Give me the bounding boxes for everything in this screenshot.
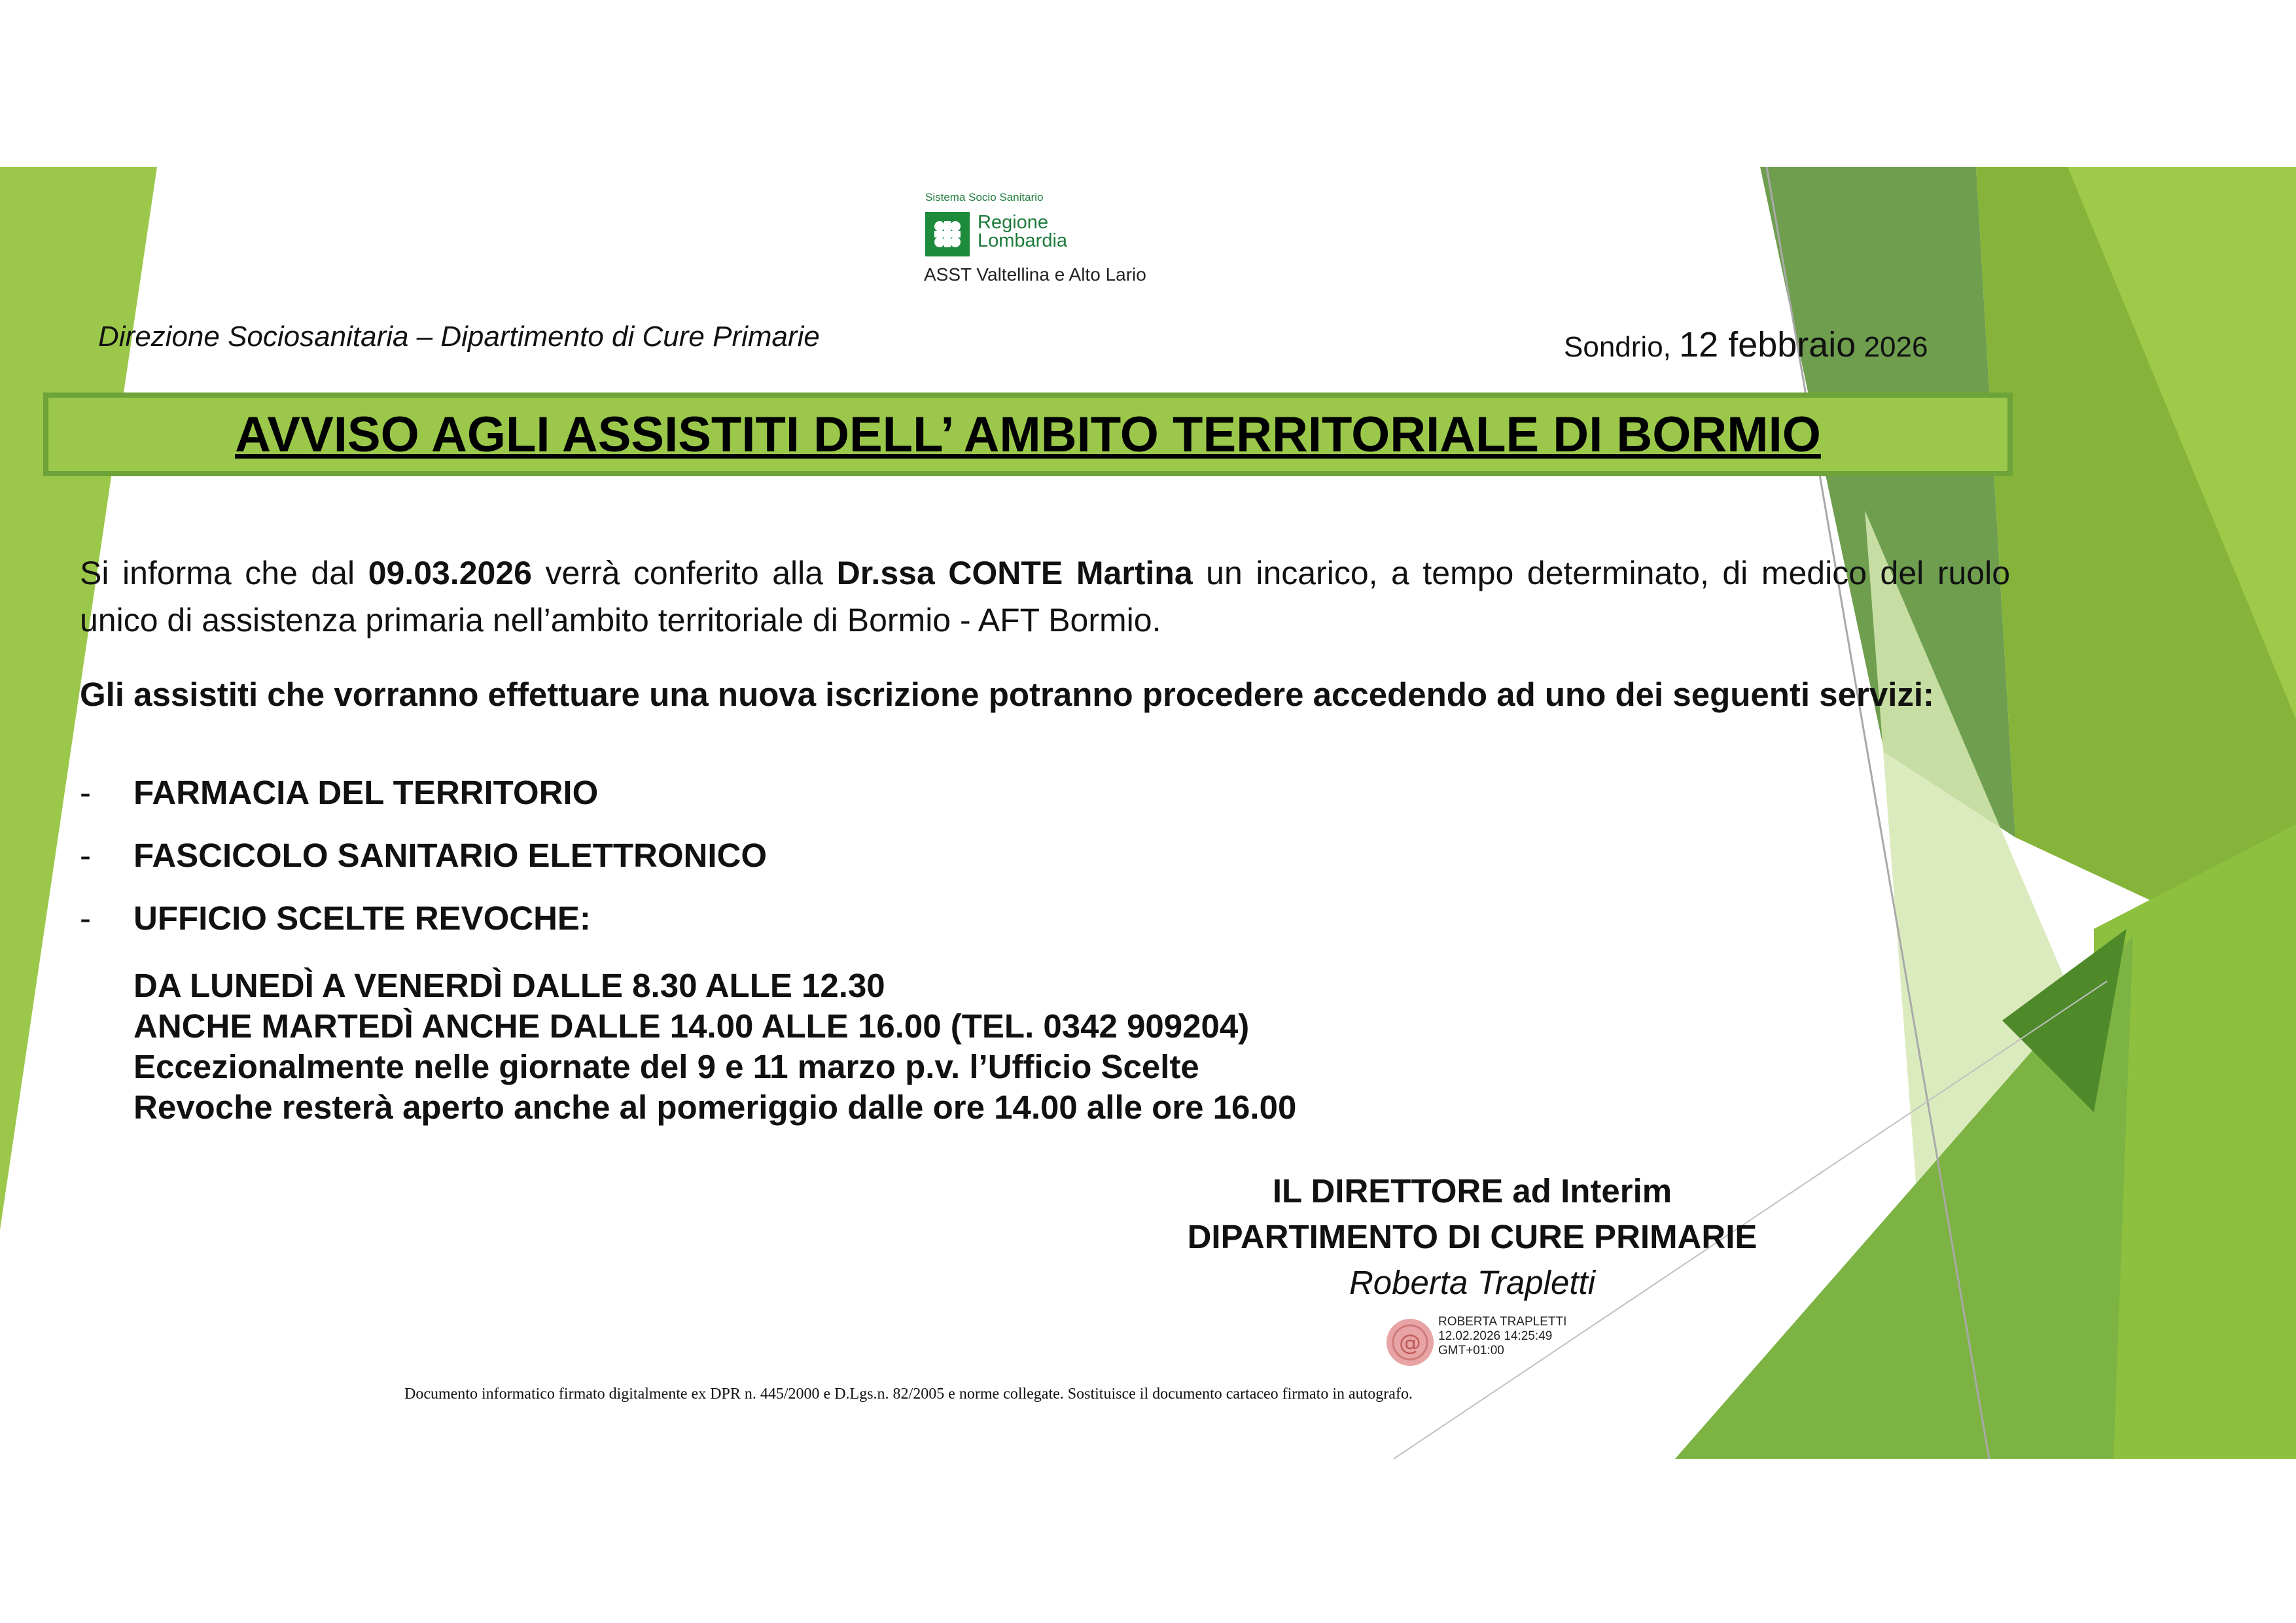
office-hours	[133, 966, 1296, 1128]
legal-footer: Documento informatico firmato digitalmente ex DPR n. 445/2000 e D.Lgs.n. 82/2005 e norme collegate. Sostituisce il documento cartaceo firmato in autografo.	[404, 1386, 1413, 1403]
logo-tagline: Sistema Socio Sanitario	[925, 191, 1044, 203]
logo-region-name: Regione Lombardia	[978, 212, 1068, 251]
logo-asst: ASST Valtellina e Alto Lario	[924, 264, 1146, 285]
document-date: Sondrio, 12 febbraio 2026	[1564, 325, 1928, 364]
page-title: AVVISO AGLI ASSISTITI DELL’ AMBITO TERRITORIALE DI BORMIO	[235, 406, 1821, 462]
department-header: Direzione Sociosanitaria – Dipartimento di Cure Primarie	[98, 321, 820, 353]
hours-line: Eccezionalmente nelle giornate del 9 e 11 marzo p.v. l’Ufficio Scelte	[133, 1048, 1199, 1085]
signature-department: DIPARTIMENTO DI CURE PRIMARIE	[1187, 1218, 1757, 1255]
service-item: - UFFICIO SCELTE REVOCHE:	[80, 899, 591, 937]
service-item: - FASCICOLO SANITARIO ELETTRONICO	[80, 837, 768, 874]
regione-lombardia-logo	[924, 191, 1179, 289]
hours-line: Revoche resterà aperto anche al pomeriggio dalle ore 14.00 alle ore 16.00	[133, 1089, 1297, 1126]
signature-block	[1165, 1168, 1780, 1306]
hours-line: DA LUNEDÌ A VENERDÌ DALLE 8.30 ALLE 12.30	[133, 967, 885, 1004]
regione-lombardia-rose-icon	[925, 212, 970, 256]
intro-paragraph: Si informa che dal 09.03.2026 verrà conferito alla Dr.ssa CONTE Martina un incarico, a tempo determinato, di medico del ruolo unico di assistenza primaria nell’ambito territoriale di Bormio - AFT Bormio.	[80, 555, 2010, 638]
hours-line: ANCHE MARTEDÌ ANCHE DALLE 14.00 ALLE 16.00 (TEL. 0342 909204)	[133, 1007, 1250, 1045]
service-item: - FARMACIA DEL TERRITORIO	[80, 774, 599, 811]
digital-signature-seal-icon	[1384, 1316, 1436, 1369]
doctor-name: Dr.ssa CONTE Martina	[836, 555, 1193, 591]
signature-role: IL DIRETTORE ad Interim	[1272, 1172, 1672, 1210]
signature-name: Roberta Trapletti	[1349, 1264, 1596, 1301]
title-banner	[43, 393, 2013, 476]
digital-signature-info: ROBERTA TRAPLETTI 12.02.2026 14:25:49 GMT+01:00	[1438, 1315, 1567, 1357]
svg-text:@: @	[1399, 1330, 1421, 1356]
services-lead: Gli assistiti che vorranno effettuare una nuova iscrizione potranno procedere accedendo ad uno dei seguenti servizi:	[80, 676, 1935, 713]
start-date: 09.03.2026	[368, 555, 532, 591]
